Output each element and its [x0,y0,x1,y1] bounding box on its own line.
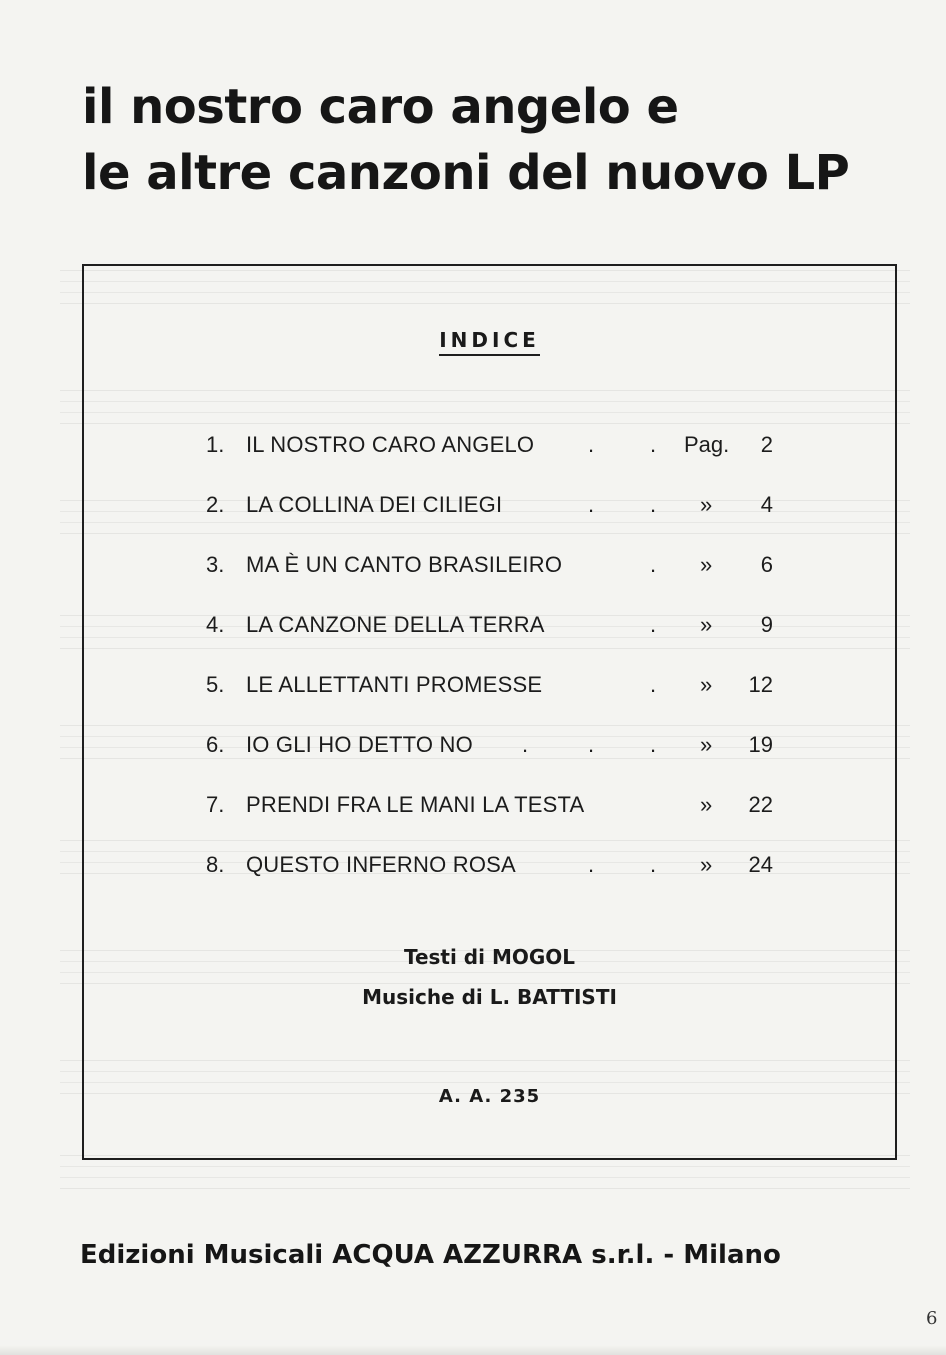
entry-page: 24 [748,852,773,877]
entry-page: 9 [760,612,773,637]
page-mark: 6 [926,1308,938,1329]
title-line-2: le altre canzoni del nuovo LP [82,145,850,201]
entry-page: 4 [760,492,773,517]
index-entry: 4. LA CANZONE DELLA TERRA . » 9 [84,610,895,640]
entry-number: 5. [206,672,225,697]
index-heading: INDICE [84,328,895,352]
credits-lyrics: Testi di MOGOL [403,945,576,969]
entry-page: 6 [760,552,773,577]
entry-title: MA È UN CANTO BRASILEIRO [246,552,563,577]
entry-ref: » [700,492,713,517]
entry-title: LE ALLETTANTI PROMESSE [246,672,543,697]
entry-title: LA COLLINA DEI CILIEGI [246,492,503,517]
entry-ref: » [700,552,713,577]
entry-ref: » [700,732,713,757]
entry-title: LA CANZONE DELLA TERRA [246,612,545,637]
entry-ref: Pag. [684,432,730,457]
entry-ref: » [700,672,713,697]
entry-number: 6. [206,732,225,757]
entry-number: 2. [206,492,225,517]
entry-ref: » [700,612,713,637]
index-box [82,264,897,1160]
index-entry [84,790,895,820]
title-line-1: il nostro caro angelo e [82,79,679,135]
index-entry: 6. IO GLI HO DETTO NO . . . » 19 [84,730,895,760]
entry-ref: » [700,852,713,877]
publisher-line: Edizioni Musicali ACQUA AZZURRA s.r.l. - Milano [80,1240,781,1270]
entry-number: 7. [206,792,225,817]
entry-number: 8. [206,852,225,877]
entry-page: 22 [748,792,773,817]
entry-page: 12 [748,672,773,697]
index-entry: 1. IL NOSTRO CARO ANGELO . . Pag. 2 [84,430,895,460]
catalog-number: A. A. 235 [438,1086,541,1107]
entry-number: 3. [206,552,225,577]
entry-title: QUESTO INFERNO ROSA [246,852,516,877]
index-entry: 8. QUESTO INFERNO ROSA . . » 24 [84,850,895,880]
entry-title: IL NOSTRO CARO ANGELO [246,432,535,457]
entry-page: 2 [760,432,773,457]
entry-number: 4. [206,612,225,637]
entry-number: 1. [206,432,225,457]
credits-music: Musiche di L. BATTISTI [362,985,617,1009]
entry-title: PRENDI FRA LE MANI LA TESTA [246,792,585,817]
entry-page: 19 [748,732,773,757]
entry-ref: » [700,792,713,817]
index-entry: 5. LE ALLETTANTI PROMESSE . » 12 [84,670,895,700]
entry-title: IO GLI HO DETTO NO [246,732,473,757]
page-title [82,74,922,206]
page-edge-shadow [0,1345,946,1355]
index-entry: 3. MA È UN CANTO BRASILEIRO . » 6 [84,550,895,580]
index-entry: 2. LA COLLINA DEI CILIEGI . . » 4 [84,490,895,520]
